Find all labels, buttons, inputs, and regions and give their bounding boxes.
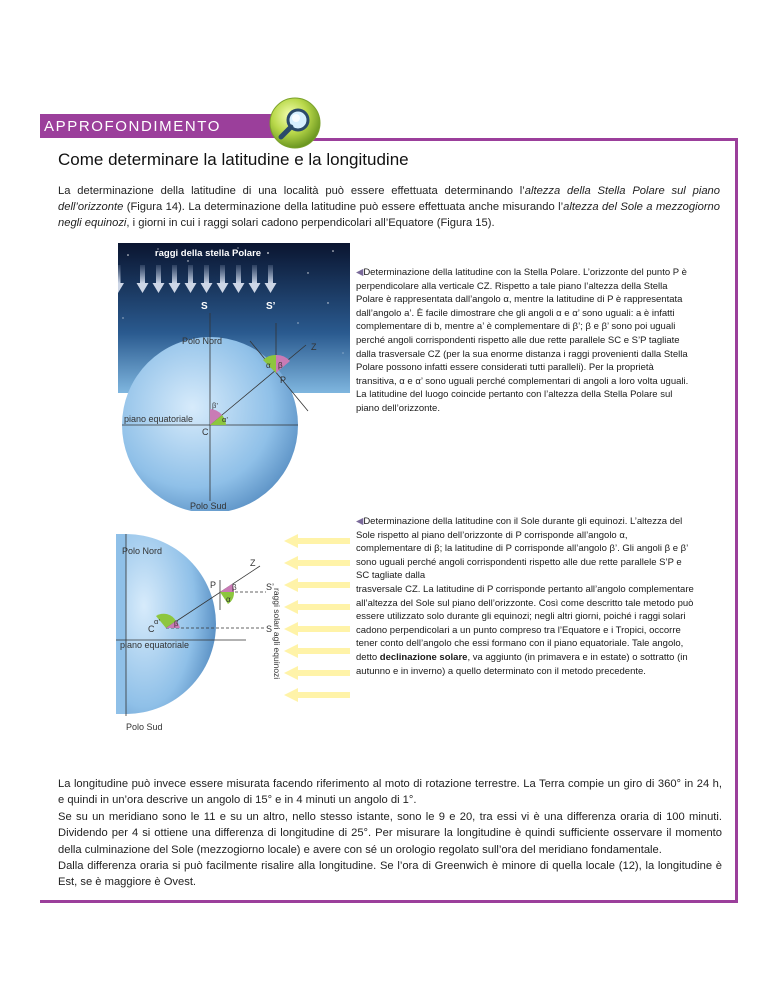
longitude-paragraph-1: La longitudine può invece essere misurata facendo riferimento al moto di rotazione terrestre. La Terra compie un giro di 360° in 24 h, e quindi in un’ora descrive un angolo di 15° e in 4 minuti un angolo di 1°. — [58, 778, 722, 807]
intro-emphasis-2: altezza del Sole a mezzogiorno negli equinozi — [58, 201, 720, 230]
longitude-text — [58, 776, 722, 891]
svg-text:Polo Nord: Polo Nord — [122, 546, 163, 556]
longitude-paragraph-2: Se su un meridiano sono le 11 e su un altro, nello stesso istante, sono le 9 e 20, tra essi vi è una differenza oraria di 100 minuti. Dividendo per 4 si ottiene una differenza di longitudine di 25°. Per misurare la longitudine è quindi sufficiente osservare il momento della culminazione del Sole (mezzogiorno locale) e avere con sé un orologio regolato sull’ora del meridiano fondamentale. — [58, 810, 722, 856]
svg-text:α’: α’ — [154, 617, 161, 626]
magnifier-icon — [268, 96, 322, 150]
longitude-paragraph-3: Dalla differenza oraria si può facilmente risalire alla longitudine. Se l’ora di Greenwich è minore di quella locale (12), la longitudine è Est, se è maggiore è Ovest. — [58, 860, 722, 889]
caption-figure-14: ◀Determinazione della latitudine con la Stella Polare. L’orizzonte del punto P è perpendicolare alla verticale CZ. Rispetto a tale piano l’altezza della Stella Polare è rappresentata dall’angolo α, mentre la latitudine di P è rappresentata dall’angolo a’. È facile dimostrare che gli angoli α e α’ sono uguali: a è infatti complementare di b, mentre a’ è complementare di β’; β e β’ sono poi uguali perché angoli corrispondenti rispetto alle due rette parallele SC e S’P tagliate dalla trasversale CZ (per la sua enorme distanza i raggi provenienti dalla Stella Polare possono infatti essere considerati tutti paralleli). Per la proprietà transitiva, α e α’ sono uguali perché complementari di angoli a loro volta uguali. La latitudine del luogo coincide pertanto con l’altezza della Stella Polare sul piano dell’orizzonte. — [356, 267, 689, 414]
svg-text:α: α — [266, 361, 271, 370]
svg-text:β: β — [232, 583, 237, 592]
svg-text:Polo Nord: Polo Nord — [182, 336, 223, 346]
svg-text:Polo Sud: Polo Sud — [190, 501, 227, 511]
intro-paragraph — [58, 183, 720, 232]
frame-top-border — [300, 138, 738, 141]
svg-text:raggi solari agli equinozi: raggi solari agli equinozi — [272, 588, 282, 680]
intro-text-1: La determinazione della latitudine di una località può essere effettuata determinando l’ — [58, 185, 525, 197]
caption-figure-15: ◀Determinazione della latitudine con il Sole durante gli equinozi. L’altezza del Sole rispetto al piano dell’orizzonte di P corrisponde all’angolo α, complementare di β; la latitudine di P corrisponde all’angolo β’. Gli angoli β e β’ sono uguali perché angoli corrispondenti rispetto alle due rette parallele S’P e SC tagliate dalla trasversale CZ. La latitudine di P corrisponde pertanto all’angolo complementare all’altezza del Sole sul piano dell’orizzonte. Così come descritto tale metodo può essere utilizzato solo durante gli equinozi; negli altri giorni, poiché i raggi solari cadono perpendicolari a un punto compreso tra l’Equatore e i Tropici, occorre tener conto dell’angolo che essi formano con il piano equatoriale. Tale angolo, detto declinazione solare, va aggiunto (in primavera e in estate) o sottratto (in autunno e in inverno) a quello determinato con il metodo precedente. — [356, 516, 694, 677]
intro-text-3: , i giorni in cui i raggi solari cadono perpendicolari all’Equatore (Figura 15). — [126, 217, 495, 230]
svg-text:S: S — [201, 301, 208, 312]
svg-text:α’: α’ — [222, 415, 229, 424]
svg-text:β: β — [174, 619, 179, 628]
page-title: Come determinare la latitudine e la longitudine — [58, 150, 409, 169]
svg-text:C: C — [202, 427, 209, 437]
section-banner-label: APPROFONDIMENTO — [44, 118, 222, 135]
svg-text:P: P — [210, 580, 217, 590]
caption-marker-icon: ◀ — [356, 516, 364, 527]
svg-text:Z: Z — [250, 558, 256, 568]
svg-text:β’: β’ — [212, 401, 218, 410]
svg-text:Polo Sud: Polo Sud — [126, 722, 163, 732]
figure-stella-polare — [118, 243, 350, 511]
solar-rays — [284, 534, 350, 702]
svg-text:piano equatoriale: piano equatoriale — [120, 640, 190, 650]
caption-marker-icon: ◀ — [356, 267, 364, 278]
intro-emphasis-1: altezza della Stella Polare sul piano dell’orizzonte — [58, 185, 720, 214]
svg-text:S’: S’ — [266, 301, 276, 312]
figure-sole-equinozi — [116, 520, 350, 734]
svg-text:S’: S’ — [266, 582, 275, 592]
stella-rays-label: raggi della stella Polare — [154, 248, 262, 259]
svg-text:C: C — [148, 624, 155, 634]
svg-text:Z: Z — [311, 342, 317, 352]
svg-text:α: α — [226, 595, 231, 604]
svg-text:β: β — [278, 361, 283, 370]
svg-text:S: S — [266, 624, 273, 634]
svg-text:piano equatoriale: piano equatoriale — [124, 414, 194, 424]
svg-text:P: P — [280, 375, 287, 385]
intro-text-2: (Figura 14). La determinazione della latitudine può essere effettuata anche misurando l’ — [123, 201, 564, 214]
declinazione-term: declinazione solare — [379, 651, 468, 663]
